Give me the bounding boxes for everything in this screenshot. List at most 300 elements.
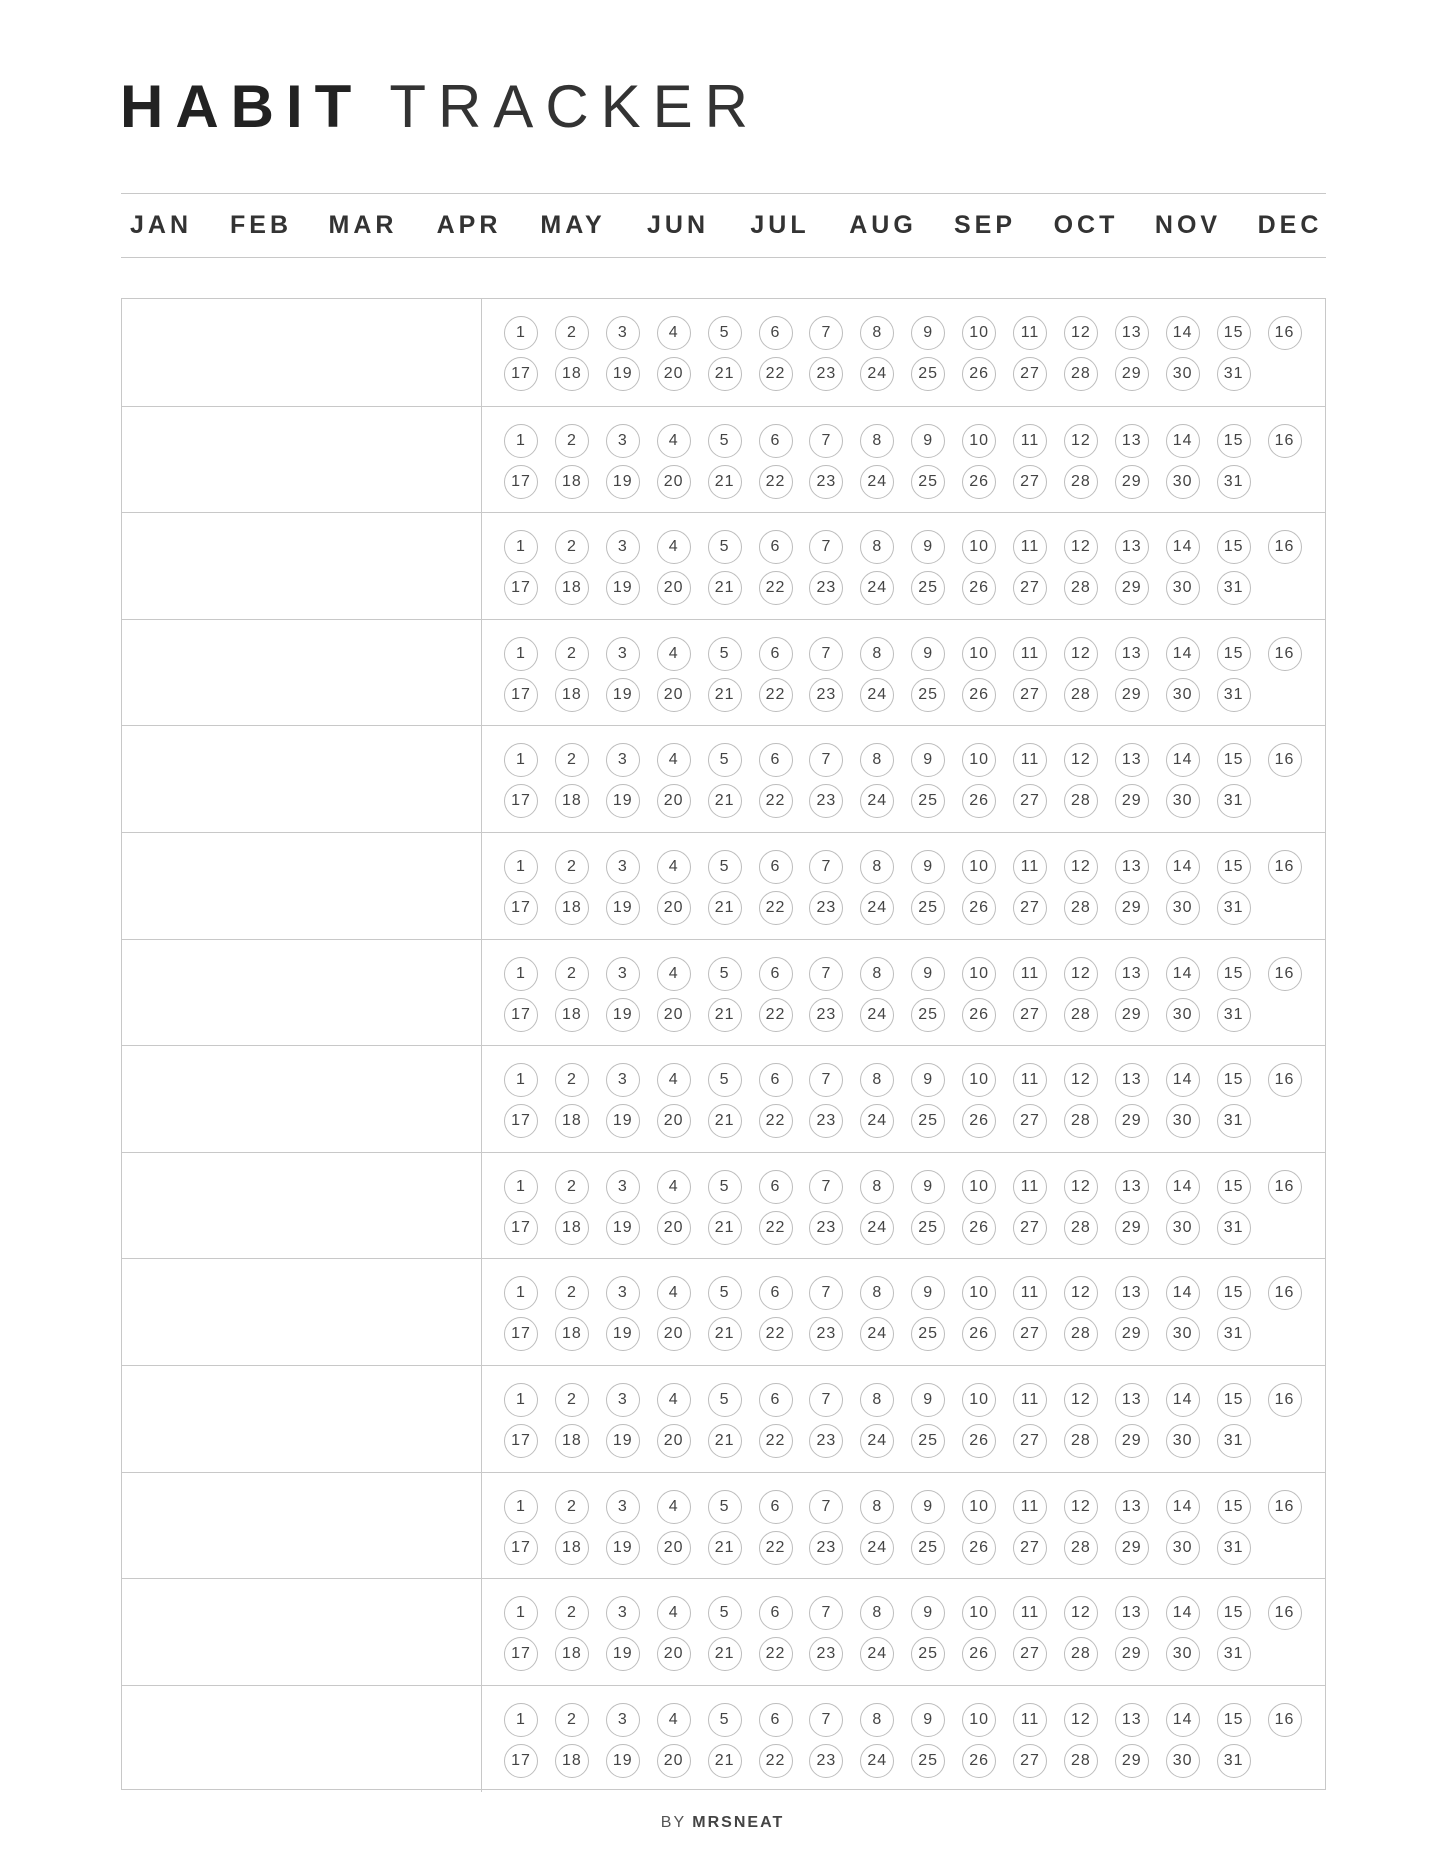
day-circle[interactable]: 21 (708, 1104, 742, 1138)
day-circle[interactable]: 23 (809, 891, 843, 925)
day-circle[interactable]: 23 (809, 1637, 843, 1671)
day-circle[interactable]: 14 (1166, 530, 1200, 564)
day-circle[interactable]: 27 (1013, 465, 1047, 499)
day-circle[interactable]: 9 (911, 1703, 945, 1737)
day-circle[interactable]: 6 (759, 530, 793, 564)
day-circle[interactable]: 4 (657, 743, 691, 777)
day-circle[interactable]: 28 (1064, 465, 1098, 499)
month-oct[interactable]: OCT (1053, 211, 1119, 239)
day-circle[interactable]: 8 (860, 530, 894, 564)
day-circle[interactable]: 31 (1217, 1531, 1251, 1565)
day-circle[interactable]: 15 (1217, 1276, 1251, 1310)
day-circle[interactable]: 28 (1064, 1317, 1098, 1351)
day-circle[interactable]: 4 (657, 1703, 691, 1737)
day-circle[interactable]: 26 (962, 465, 996, 499)
day-circle[interactable]: 9 (911, 957, 945, 991)
day-circle[interactable]: 3 (606, 1596, 640, 1630)
day-circle[interactable]: 22 (759, 1211, 793, 1245)
day-circle[interactable]: 15 (1217, 743, 1251, 777)
day-circle[interactable]: 27 (1013, 357, 1047, 391)
day-circle[interactable]: 2 (555, 1276, 589, 1310)
day-circle[interactable]: 20 (657, 784, 691, 818)
day-circle[interactable]: 30 (1166, 1744, 1200, 1778)
habit-name-field[interactable] (122, 940, 482, 1047)
day-circle[interactable]: 11 (1013, 1490, 1047, 1524)
day-circle[interactable]: 7 (809, 1063, 843, 1097)
day-circle[interactable]: 10 (962, 1703, 996, 1737)
day-circle[interactable]: 13 (1115, 1490, 1149, 1524)
month-nov[interactable]: NOV (1154, 211, 1222, 239)
day-circle[interactable]: 4 (657, 637, 691, 671)
day-circle[interactable]: 20 (657, 1637, 691, 1671)
day-circle[interactable]: 17 (504, 1637, 538, 1671)
day-circle[interactable]: 13 (1115, 1383, 1149, 1417)
day-circle[interactable]: 22 (759, 571, 793, 605)
day-circle[interactable]: 5 (708, 1170, 742, 1204)
day-circle[interactable]: 2 (555, 957, 589, 991)
day-circle[interactable]: 20 (657, 465, 691, 499)
day-circle[interactable]: 17 (504, 1211, 538, 1245)
day-circle[interactable]: 28 (1064, 1424, 1098, 1458)
day-circle[interactable]: 22 (759, 357, 793, 391)
day-circle[interactable]: 8 (860, 850, 894, 884)
day-circle[interactable]: 4 (657, 424, 691, 458)
day-circle[interactable]: 21 (708, 784, 742, 818)
day-circle[interactable]: 11 (1013, 316, 1047, 350)
day-circle[interactable]: 11 (1013, 850, 1047, 884)
day-circle[interactable]: 1 (504, 1063, 538, 1097)
day-circle[interactable]: 25 (911, 1744, 945, 1778)
day-circle[interactable]: 12 (1064, 530, 1098, 564)
day-circle[interactable]: 4 (657, 1170, 691, 1204)
day-circle[interactable]: 18 (555, 998, 589, 1032)
day-circle[interactable]: 18 (555, 357, 589, 391)
day-circle[interactable]: 1 (504, 1596, 538, 1630)
day-circle[interactable]: 3 (606, 957, 640, 991)
day-circle[interactable]: 24 (860, 1104, 894, 1138)
day-circle[interactable]: 21 (708, 357, 742, 391)
day-circle[interactable]: 4 (657, 1490, 691, 1524)
day-circle[interactable]: 15 (1217, 1383, 1251, 1417)
day-circle[interactable]: 10 (962, 1063, 996, 1097)
day-circle[interactable]: 30 (1166, 571, 1200, 605)
day-circle[interactable]: 6 (759, 1383, 793, 1417)
day-circle[interactable]: 25 (911, 357, 945, 391)
habit-name-field[interactable] (122, 1686, 482, 1793)
day-circle[interactable]: 1 (504, 316, 538, 350)
day-circle[interactable]: 28 (1064, 1637, 1098, 1671)
day-circle[interactable]: 11 (1013, 1383, 1047, 1417)
day-circle[interactable]: 23 (809, 1531, 843, 1565)
day-circle[interactable]: 30 (1166, 784, 1200, 818)
day-circle[interactable]: 27 (1013, 891, 1047, 925)
day-circle[interactable]: 30 (1166, 1211, 1200, 1245)
day-circle[interactable]: 24 (860, 1424, 894, 1458)
day-circle[interactable]: 13 (1115, 1703, 1149, 1737)
month-mar[interactable]: MAR (328, 211, 398, 239)
day-circle[interactable]: 27 (1013, 1744, 1047, 1778)
day-circle[interactable]: 15 (1217, 637, 1251, 671)
day-circle[interactable]: 29 (1115, 998, 1149, 1032)
day-circle[interactable]: 22 (759, 784, 793, 818)
day-circle[interactable]: 26 (962, 357, 996, 391)
day-circle[interactable]: 22 (759, 1531, 793, 1565)
day-circle[interactable]: 7 (809, 1490, 843, 1524)
day-circle[interactable]: 8 (860, 316, 894, 350)
day-circle[interactable]: 18 (555, 1317, 589, 1351)
day-circle[interactable]: 13 (1115, 316, 1149, 350)
day-circle[interactable]: 22 (759, 465, 793, 499)
day-circle[interactable]: 4 (657, 316, 691, 350)
day-circle[interactable]: 2 (555, 1596, 589, 1630)
day-circle[interactable]: 19 (606, 1424, 640, 1458)
day-circle[interactable]: 24 (860, 1637, 894, 1671)
day-circle[interactable]: 18 (555, 784, 589, 818)
day-circle[interactable]: 2 (555, 424, 589, 458)
day-circle[interactable]: 25 (911, 784, 945, 818)
day-circle[interactable]: 1 (504, 1383, 538, 1417)
day-circle[interactable]: 4 (657, 1276, 691, 1310)
day-circle[interactable]: 5 (708, 637, 742, 671)
day-circle[interactable]: 4 (657, 1596, 691, 1630)
habit-name-field[interactable] (122, 726, 482, 833)
day-circle[interactable]: 13 (1115, 1063, 1149, 1097)
day-circle[interactable]: 5 (708, 1596, 742, 1630)
day-circle[interactable]: 27 (1013, 784, 1047, 818)
day-circle[interactable]: 28 (1064, 357, 1098, 391)
month-jun[interactable]: JUN (646, 211, 710, 239)
day-circle[interactable]: 9 (911, 1383, 945, 1417)
day-circle[interactable]: 9 (911, 1490, 945, 1524)
day-circle[interactable]: 18 (555, 1744, 589, 1778)
day-circle[interactable]: 28 (1064, 1744, 1098, 1778)
day-circle[interactable]: 10 (962, 957, 996, 991)
day-circle[interactable]: 23 (809, 998, 843, 1032)
day-circle[interactable]: 28 (1064, 678, 1098, 712)
day-circle[interactable]: 11 (1013, 957, 1047, 991)
day-circle[interactable]: 19 (606, 1637, 640, 1671)
day-circle[interactable]: 19 (606, 465, 640, 499)
day-circle[interactable]: 13 (1115, 743, 1149, 777)
day-circle[interactable]: 15 (1217, 850, 1251, 884)
day-circle[interactable]: 15 (1217, 957, 1251, 991)
day-circle[interactable]: 4 (657, 1383, 691, 1417)
day-circle[interactable]: 18 (555, 1531, 589, 1565)
day-circle[interactable]: 7 (809, 957, 843, 991)
day-circle[interactable]: 25 (911, 1637, 945, 1671)
day-circle[interactable]: 2 (555, 530, 589, 564)
day-circle[interactable]: 26 (962, 1637, 996, 1671)
day-circle[interactable]: 26 (962, 1424, 996, 1458)
month-apr[interactable]: APR (436, 211, 502, 239)
day-circle[interactable]: 30 (1166, 357, 1200, 391)
day-circle[interactable]: 20 (657, 891, 691, 925)
day-circle[interactable]: 2 (555, 1170, 589, 1204)
day-circle[interactable]: 23 (809, 678, 843, 712)
day-circle[interactable]: 4 (657, 1063, 691, 1097)
day-circle[interactable]: 31 (1217, 1211, 1251, 1245)
day-circle[interactable]: 25 (911, 1211, 945, 1245)
day-circle[interactable]: 26 (962, 1317, 996, 1351)
day-circle[interactable]: 9 (911, 1276, 945, 1310)
day-circle[interactable]: 6 (759, 743, 793, 777)
day-circle[interactable]: 7 (809, 1383, 843, 1417)
day-circle[interactable]: 31 (1217, 1744, 1251, 1778)
day-circle[interactable]: 17 (504, 357, 538, 391)
day-circle[interactable]: 22 (759, 1637, 793, 1671)
day-circle[interactable]: 5 (708, 424, 742, 458)
day-circle[interactable]: 2 (555, 1063, 589, 1097)
day-circle[interactable]: 7 (809, 530, 843, 564)
day-circle[interactable]: 28 (1064, 1104, 1098, 1138)
day-circle[interactable]: 30 (1166, 678, 1200, 712)
day-circle[interactable]: 6 (759, 1703, 793, 1737)
day-circle[interactable]: 2 (555, 1703, 589, 1737)
day-circle[interactable]: 19 (606, 1531, 640, 1565)
day-circle[interactable]: 21 (708, 1531, 742, 1565)
month-jul[interactable]: JUL (750, 211, 810, 239)
day-circle[interactable]: 16 (1268, 316, 1302, 350)
day-circle[interactable]: 19 (606, 357, 640, 391)
day-circle[interactable]: 18 (555, 1211, 589, 1245)
day-circle[interactable]: 20 (657, 1531, 691, 1565)
day-circle[interactable]: 14 (1166, 316, 1200, 350)
day-circle[interactable]: 1 (504, 1703, 538, 1737)
day-circle[interactable]: 6 (759, 957, 793, 991)
day-circle[interactable]: 19 (606, 891, 640, 925)
day-circle[interactable]: 16 (1268, 637, 1302, 671)
day-circle[interactable]: 20 (657, 571, 691, 605)
day-circle[interactable]: 25 (911, 678, 945, 712)
day-circle[interactable]: 22 (759, 1744, 793, 1778)
day-circle[interactable]: 13 (1115, 1276, 1149, 1310)
day-circle[interactable]: 28 (1064, 571, 1098, 605)
day-circle[interactable]: 27 (1013, 678, 1047, 712)
day-circle[interactable]: 15 (1217, 1063, 1251, 1097)
day-circle[interactable]: 23 (809, 784, 843, 818)
day-circle[interactable]: 8 (860, 743, 894, 777)
month-sep[interactable]: SEP (953, 211, 1017, 239)
day-circle[interactable]: 22 (759, 1424, 793, 1458)
day-circle[interactable]: 22 (759, 1317, 793, 1351)
month-jan[interactable]: JAN (129, 211, 193, 239)
day-circle[interactable]: 31 (1217, 465, 1251, 499)
day-circle[interactable]: 6 (759, 424, 793, 458)
habit-name-field[interactable] (122, 407, 482, 514)
day-circle[interactable]: 29 (1115, 678, 1149, 712)
day-circle[interactable]: 24 (860, 1317, 894, 1351)
day-circle[interactable]: 21 (708, 1424, 742, 1458)
day-circle[interactable]: 20 (657, 998, 691, 1032)
day-circle[interactable]: 29 (1115, 571, 1149, 605)
day-circle[interactable]: 4 (657, 530, 691, 564)
habit-name-field[interactable] (122, 1579, 482, 1686)
day-circle[interactable]: 10 (962, 424, 996, 458)
day-circle[interactable]: 8 (860, 637, 894, 671)
day-circle[interactable]: 8 (860, 957, 894, 991)
day-circle[interactable]: 24 (860, 998, 894, 1032)
day-circle[interactable]: 17 (504, 1424, 538, 1458)
day-circle[interactable]: 14 (1166, 637, 1200, 671)
day-circle[interactable]: 18 (555, 891, 589, 925)
day-circle[interactable]: 6 (759, 637, 793, 671)
day-circle[interactable]: 12 (1064, 850, 1098, 884)
day-circle[interactable]: 30 (1166, 998, 1200, 1032)
day-circle[interactable]: 7 (809, 1703, 843, 1737)
day-circle[interactable]: 6 (759, 1276, 793, 1310)
day-circle[interactable]: 30 (1166, 1317, 1200, 1351)
day-circle[interactable]: 12 (1064, 424, 1098, 458)
day-circle[interactable]: 8 (860, 1383, 894, 1417)
day-circle[interactable]: 21 (708, 571, 742, 605)
day-circle[interactable]: 12 (1064, 637, 1098, 671)
day-circle[interactable]: 15 (1217, 424, 1251, 458)
day-circle[interactable]: 17 (504, 1531, 538, 1565)
day-circle[interactable]: 30 (1166, 891, 1200, 925)
day-circle[interactable]: 10 (962, 850, 996, 884)
day-circle[interactable]: 9 (911, 637, 945, 671)
day-circle[interactable]: 29 (1115, 784, 1149, 818)
day-circle[interactable]: 10 (962, 637, 996, 671)
day-circle[interactable]: 13 (1115, 530, 1149, 564)
day-circle[interactable]: 19 (606, 678, 640, 712)
day-circle[interactable]: 11 (1013, 743, 1047, 777)
day-circle[interactable]: 10 (962, 743, 996, 777)
day-circle[interactable]: 16 (1268, 1063, 1302, 1097)
day-circle[interactable]: 30 (1166, 1104, 1200, 1138)
day-circle[interactable]: 6 (759, 1490, 793, 1524)
day-circle[interactable]: 29 (1115, 1531, 1149, 1565)
day-circle[interactable]: 8 (860, 1170, 894, 1204)
day-circle[interactable]: 24 (860, 784, 894, 818)
day-circle[interactable]: 12 (1064, 743, 1098, 777)
habit-name-field[interactable] (122, 1153, 482, 1260)
day-circle[interactable]: 10 (962, 530, 996, 564)
day-circle[interactable]: 20 (657, 678, 691, 712)
day-circle[interactable]: 18 (555, 1637, 589, 1671)
day-circle[interactable]: 19 (606, 571, 640, 605)
day-circle[interactable]: 1 (504, 743, 538, 777)
day-circle[interactable]: 21 (708, 1744, 742, 1778)
day-circle[interactable]: 16 (1268, 957, 1302, 991)
day-circle[interactable]: 29 (1115, 465, 1149, 499)
day-circle[interactable]: 18 (555, 465, 589, 499)
day-circle[interactable]: 16 (1268, 424, 1302, 458)
day-circle[interactable]: 15 (1217, 1703, 1251, 1737)
day-circle[interactable]: 14 (1166, 957, 1200, 991)
day-circle[interactable]: 27 (1013, 1531, 1047, 1565)
month-may[interactable]: MAY (540, 211, 606, 239)
day-circle[interactable]: 17 (504, 1317, 538, 1351)
day-circle[interactable]: 7 (809, 1276, 843, 1310)
day-circle[interactable]: 23 (809, 1104, 843, 1138)
day-circle[interactable]: 17 (504, 891, 538, 925)
day-circle[interactable]: 3 (606, 1276, 640, 1310)
day-circle[interactable]: 8 (860, 1596, 894, 1630)
day-circle[interactable]: 22 (759, 891, 793, 925)
day-circle[interactable]: 17 (504, 998, 538, 1032)
day-circle[interactable]: 9 (911, 1596, 945, 1630)
day-circle[interactable]: 27 (1013, 998, 1047, 1032)
habit-name-field[interactable] (122, 833, 482, 940)
day-circle[interactable]: 2 (555, 850, 589, 884)
day-circle[interactable]: 20 (657, 1744, 691, 1778)
day-circle[interactable]: 17 (504, 1104, 538, 1138)
day-circle[interactable]: 20 (657, 1211, 691, 1245)
day-circle[interactable]: 6 (759, 1170, 793, 1204)
day-circle[interactable]: 3 (606, 424, 640, 458)
day-circle[interactable]: 11 (1013, 637, 1047, 671)
habit-name-field[interactable] (122, 620, 482, 727)
day-circle[interactable]: 5 (708, 530, 742, 564)
day-circle[interactable]: 31 (1217, 998, 1251, 1032)
day-circle[interactable]: 1 (504, 637, 538, 671)
day-circle[interactable]: 3 (606, 316, 640, 350)
day-circle[interactable]: 12 (1064, 1383, 1098, 1417)
day-circle[interactable]: 7 (809, 743, 843, 777)
day-circle[interactable]: 31 (1217, 1104, 1251, 1138)
day-circle[interactable]: 31 (1217, 784, 1251, 818)
day-circle[interactable]: 27 (1013, 1424, 1047, 1458)
day-circle[interactable]: 23 (809, 1744, 843, 1778)
day-circle[interactable]: 23 (809, 571, 843, 605)
day-circle[interactable]: 29 (1115, 1104, 1149, 1138)
day-circle[interactable]: 25 (911, 998, 945, 1032)
day-circle[interactable]: 6 (759, 1596, 793, 1630)
day-circle[interactable]: 7 (809, 1170, 843, 1204)
day-circle[interactable]: 10 (962, 1596, 996, 1630)
day-circle[interactable]: 26 (962, 571, 996, 605)
day-circle[interactable]: 29 (1115, 1424, 1149, 1458)
day-circle[interactable]: 7 (809, 424, 843, 458)
day-circle[interactable]: 22 (759, 678, 793, 712)
day-circle[interactable]: 27 (1013, 1104, 1047, 1138)
day-circle[interactable]: 21 (708, 678, 742, 712)
day-circle[interactable]: 16 (1268, 743, 1302, 777)
day-circle[interactable]: 1 (504, 424, 538, 458)
day-circle[interactable]: 24 (860, 465, 894, 499)
habit-name-field[interactable] (122, 1473, 482, 1580)
day-circle[interactable]: 10 (962, 1383, 996, 1417)
day-circle[interactable]: 12 (1064, 1170, 1098, 1204)
day-circle[interactable]: 29 (1115, 1211, 1149, 1245)
day-circle[interactable]: 3 (606, 637, 640, 671)
day-circle[interactable]: 31 (1217, 357, 1251, 391)
day-circle[interactable]: 8 (860, 1703, 894, 1737)
day-circle[interactable]: 26 (962, 1531, 996, 1565)
day-circle[interactable]: 26 (962, 998, 996, 1032)
month-dec[interactable]: DEC (1257, 211, 1323, 239)
day-circle[interactable]: 29 (1115, 357, 1149, 391)
day-circle[interactable]: 12 (1064, 1063, 1098, 1097)
day-circle[interactable]: 11 (1013, 530, 1047, 564)
day-circle[interactable]: 20 (657, 1104, 691, 1138)
day-circle[interactable]: 26 (962, 784, 996, 818)
day-circle[interactable]: 2 (555, 743, 589, 777)
day-circle[interactable]: 31 (1217, 678, 1251, 712)
habit-name-field[interactable] (122, 299, 482, 406)
day-circle[interactable]: 1 (504, 530, 538, 564)
day-circle[interactable]: 13 (1115, 1596, 1149, 1630)
day-circle[interactable]: 14 (1166, 1276, 1200, 1310)
day-circle[interactable]: 12 (1064, 316, 1098, 350)
day-circle[interactable]: 19 (606, 1211, 640, 1245)
day-circle[interactable]: 31 (1217, 1637, 1251, 1671)
day-circle[interactable]: 15 (1217, 1596, 1251, 1630)
day-circle[interactable]: 2 (555, 1490, 589, 1524)
day-circle[interactable]: 5 (708, 1703, 742, 1737)
day-circle[interactable]: 10 (962, 1490, 996, 1524)
